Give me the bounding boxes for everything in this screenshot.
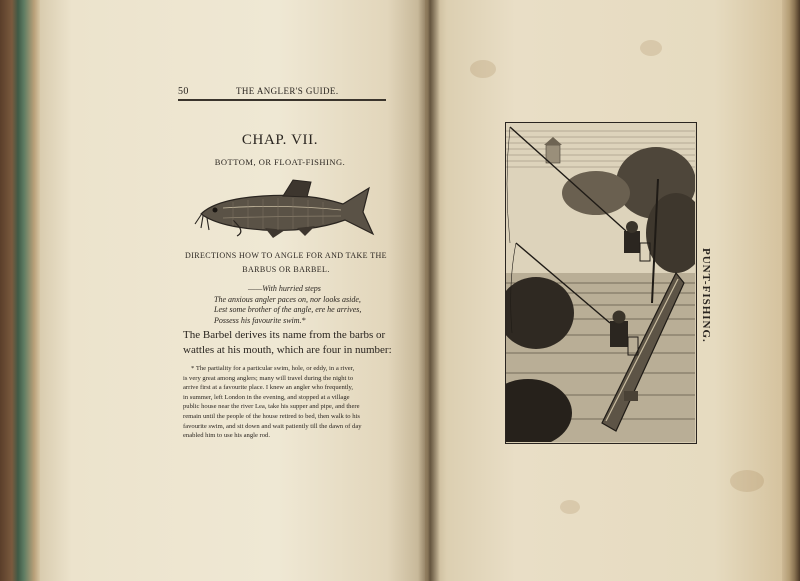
barbel-fish-engraving — [193, 178, 378, 240]
footnote-line: public house near the river Lea, take his supper and pipe, and there — [183, 403, 360, 411]
punt-fishing-engraving — [505, 122, 697, 444]
epigraph-verse — [214, 284, 361, 326]
footnote-line: arrive first at a favourite place. I knew an angler who frequently, — [183, 384, 354, 392]
running-head-title: THE ANGLER'S GUIDE. — [236, 86, 339, 96]
body-paragraph — [183, 328, 393, 358]
verse-line: ——With hurried steps — [248, 284, 321, 293]
foxing-spot — [470, 60, 496, 78]
footnote-line: remain until the people of the house retired to bed, then walk to his — [183, 412, 360, 420]
section-title-line2: BARBUS OR BARBEL. — [242, 265, 330, 274]
body-line: wattles at his mouth, which are four in number: — [183, 344, 392, 356]
footnote-line: enabled him to use his angle rod. — [183, 432, 270, 440]
footnote-line: in summer, left London in the evening, and stopped at a village — [183, 393, 350, 401]
chapter-heading: CHAP. VII. — [241, 132, 319, 148]
book-gutter — [418, 0, 440, 581]
foxing-spot — [730, 470, 764, 492]
verse-line: Possess his favourite swim.* — [214, 315, 306, 325]
page-number: 50 — [178, 86, 189, 97]
section-title-line1: DIRECTIONS HOW TO ANGLE FOR AND TAKE THE — [185, 251, 387, 260]
footnote-line: * The partiality for a particular swim, hole, or eddy, in a river, — [191, 365, 355, 372]
book-cover-edge — [0, 0, 40, 581]
chapter-subheading: BOTTOM, OR FLOAT-FISHING. — [214, 157, 346, 167]
footnote-line: is very great among anglers; many will travel during the night to — [183, 374, 354, 382]
body-line: The Barbel derives its name from the barbs or — [183, 329, 386, 341]
footnote-line: favourite swim, and sit down and wait patiently till the dawn of day — [183, 422, 362, 430]
page-edges — [782, 0, 800, 581]
header-rule — [178, 99, 386, 101]
plate-caption: PUNT-FISHING. — [700, 248, 712, 343]
footnote — [183, 364, 393, 441]
verse-line: Lest some brother of the angle, ere he arrives, — [214, 305, 362, 315]
foxing-spot — [640, 40, 662, 56]
foxing-spot — [560, 500, 580, 514]
verse-line: The anxious angler paces on, nor looks aside, — [214, 294, 361, 304]
